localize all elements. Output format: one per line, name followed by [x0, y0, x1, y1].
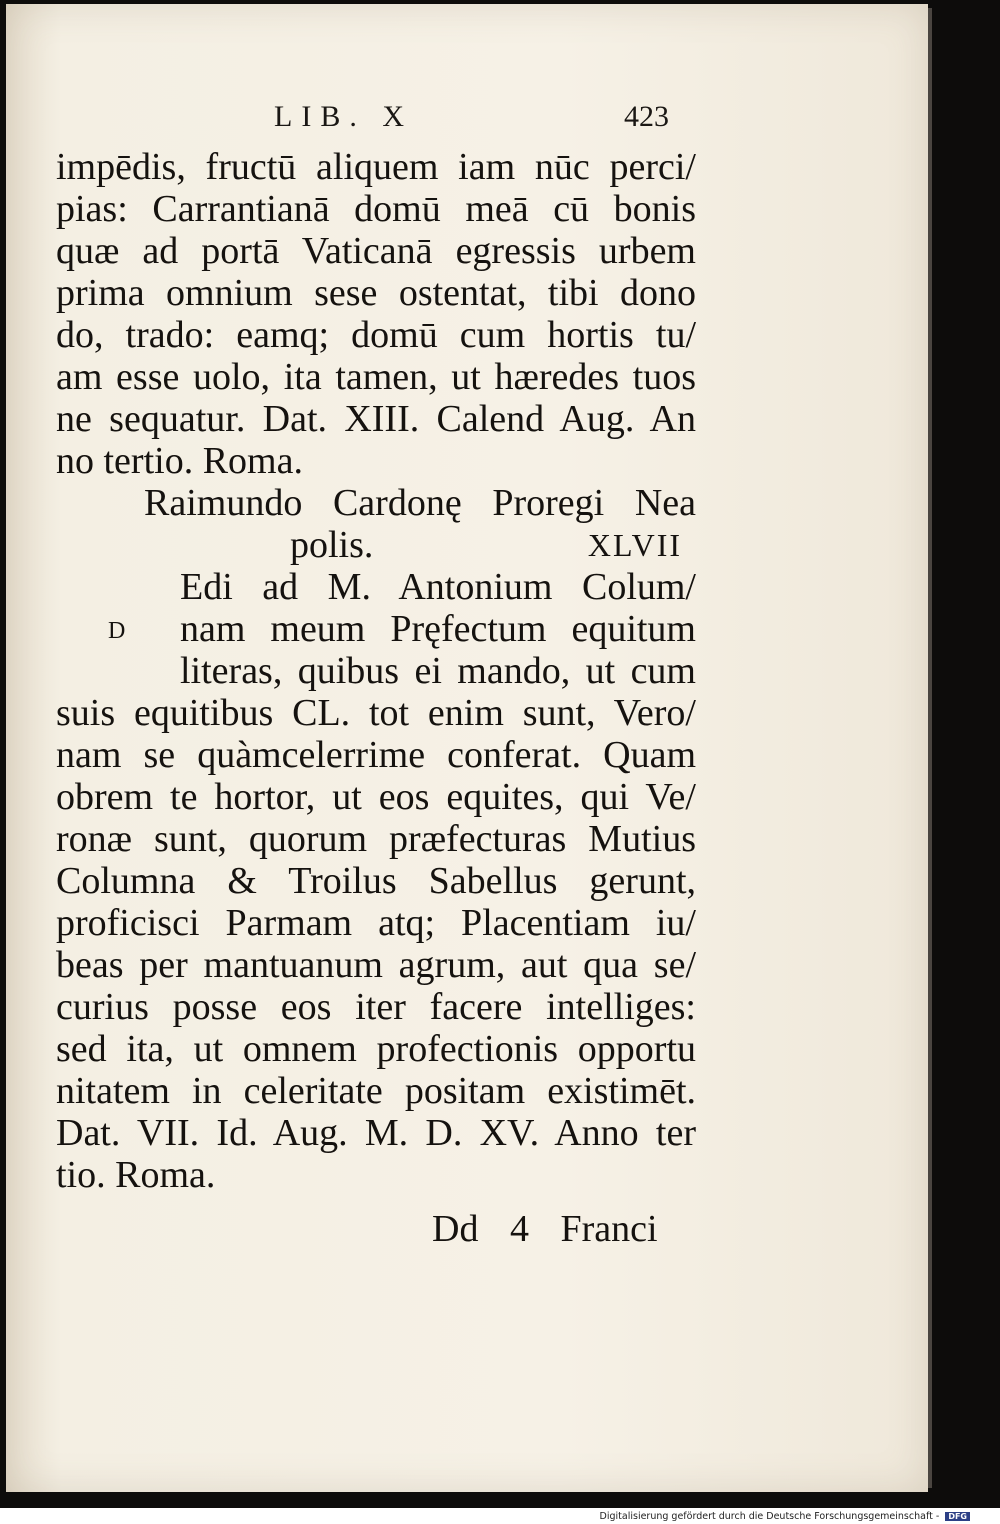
text-line: curius posse eos iter facere intelliges: — [56, 986, 696, 1028]
text-line: quæ ad portā Vaticanā egressis urbem — [56, 230, 696, 272]
text-line: nitatem in celeritate positam existimēt. — [56, 1070, 696, 1112]
text-line: literas, quibus ei mando, ut cum — [180, 650, 696, 692]
text-line: beas per mantuanum agrum, aut qua se/ — [56, 944, 696, 986]
text-line: Dat. VII. Id. Aug. M. D. XV. Anno ter — [56, 1112, 696, 1154]
text-line: suis equitibus CL. tot enim sunt, Vero/ — [56, 692, 696, 734]
text-line: Columna & Troilus Sabellus gerunt, — [56, 860, 696, 902]
letter-number: XLVII — [587, 527, 682, 563]
book-page — [6, 4, 928, 1492]
page-text — [56, 146, 696, 1252]
text-line: nam se quàmcelerrime conferat. Quam — [56, 734, 696, 776]
text-line: Edi ad M. Antonium Colum/ — [180, 566, 696, 608]
text-line: no tertio. Roma. — [56, 440, 303, 482]
letter-heading-end: polis. — [290, 524, 374, 566]
dfg-logo: DFG — [945, 1512, 970, 1521]
page-edge — [928, 8, 932, 1488]
text-line: impēdis, fructū aliquem iam nūc perci/ — [56, 146, 696, 188]
letter-heading: Raimundo Cardonę Proregi Nea — [144, 482, 696, 524]
signature-number: 4 — [509, 1208, 529, 1250]
text-line: pias: Carrantianā domū meā cū bonis — [56, 188, 696, 230]
catchword-line — [56, 1206, 696, 1252]
text-line: do, trado: eamq; domū cum hortis tu/ — [56, 314, 696, 356]
digitization-credit — [600, 1511, 970, 1522]
text-line: ronæ sunt, quorum præfecturas Mutius — [56, 818, 696, 860]
text-line: prima omnium sese ostentat, tibi dono — [56, 272, 696, 314]
text-line: sed ita, ut omnem profectionis opportu — [56, 1028, 696, 1070]
page-header — [6, 100, 928, 140]
running-head: LIB. X — [274, 100, 413, 133]
credit-text: Digitalisierung gefördert durch die Deutsche Forschungsgemeinschaft - — [599, 1511, 940, 1522]
guide-letter: D — [108, 618, 126, 644]
text-line: ne sequatur. Dat. XIII. Calend Aug. An — [56, 398, 696, 440]
letter-heading-continued — [56, 524, 696, 566]
text-line: proficisci Parmam atq; Placentiam iu/ — [56, 902, 696, 944]
text-line-content: nam meum Pręfectum equitum — [180, 608, 696, 650]
page-number: 423 — [624, 100, 669, 133]
signature-mark: Dd — [432, 1208, 479, 1250]
catchword: Franci — [560, 1208, 658, 1250]
text-line: tio. Roma. — [56, 1154, 216, 1196]
text-line: am esse uolo, ita tamen, ut hæredes tuos — [56, 356, 696, 398]
text-line: obrem te hortor, ut eos equites, qui Ve/ — [56, 776, 696, 818]
text-line-with-guide-letter — [56, 608, 696, 650]
